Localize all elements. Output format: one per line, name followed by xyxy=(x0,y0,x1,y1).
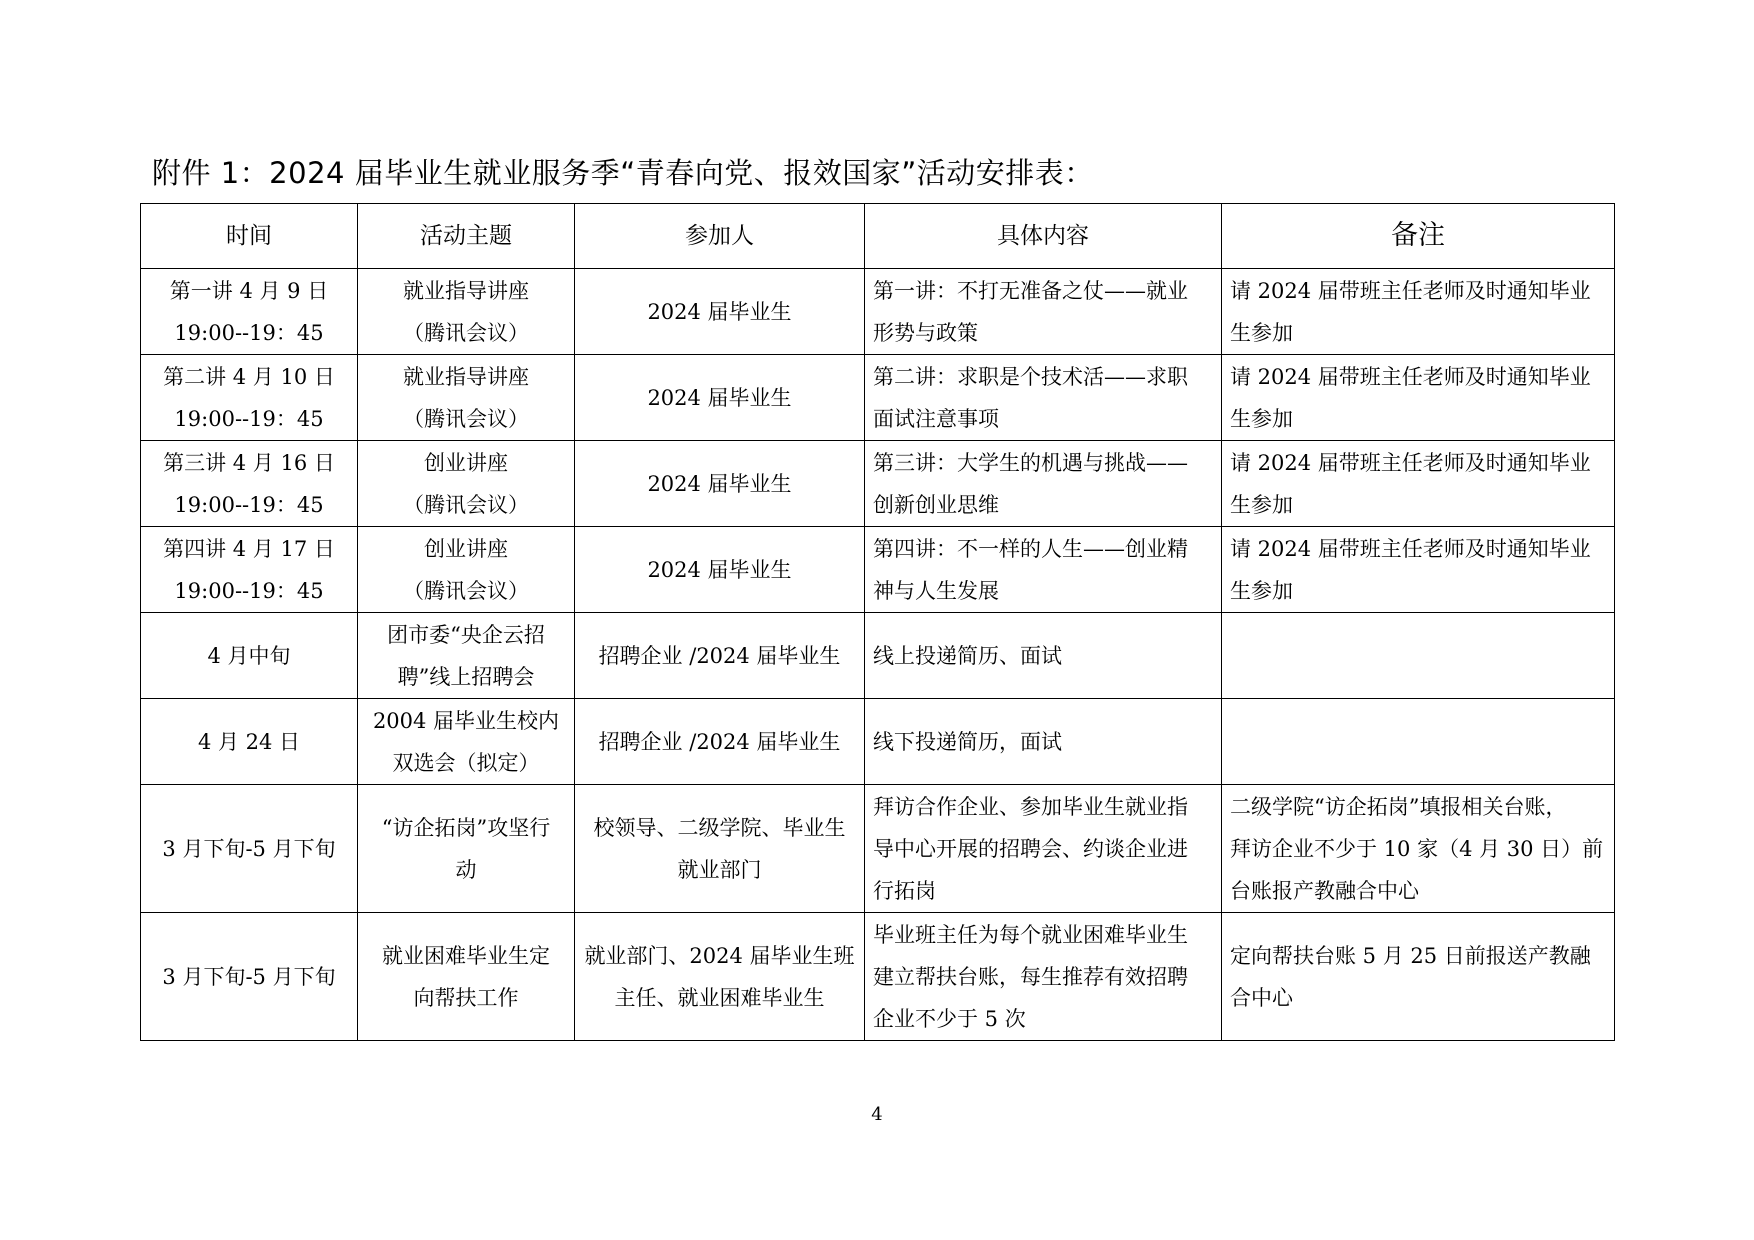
cell-time xyxy=(141,355,358,441)
cell-line: 生参加 xyxy=(1230,406,1293,431)
table-row xyxy=(141,613,1615,699)
cell-content xyxy=(865,355,1222,441)
table-row xyxy=(141,699,1615,785)
cell-topic xyxy=(358,699,575,785)
cell-line: 生参加 xyxy=(1230,320,1293,345)
cell-content xyxy=(865,527,1222,613)
table-row xyxy=(141,913,1615,1041)
cell-line: 创业讲座 xyxy=(424,450,508,475)
cell-topic xyxy=(358,441,575,527)
table-row xyxy=(141,527,1615,613)
cell-line: 第三讲 4 月 16 日 xyxy=(163,450,335,475)
cell-line: 4 月中旬 xyxy=(207,643,291,668)
cell-participants xyxy=(575,269,865,355)
cell-remark xyxy=(1222,613,1615,699)
cell-line: 主任、就业困难毕业生 xyxy=(614,985,825,1010)
cell-line: 就业指导讲座 xyxy=(403,364,529,389)
cell-remark xyxy=(1222,527,1615,613)
cell-line: 2024 届毕业生 xyxy=(647,299,792,324)
cell-line: 第一讲：不打无准备之仗——就业 xyxy=(873,278,1188,303)
cell-line: 第三讲：大学生的机遇与挑战—— xyxy=(873,450,1188,475)
cell-line: 第二讲 4 月 10 日 xyxy=(163,364,335,389)
table-header-row xyxy=(141,204,1615,269)
cell-line: 台账报产教融合中心 xyxy=(1230,878,1419,903)
cell-line: 2024 届毕业生 xyxy=(647,557,792,582)
table-row xyxy=(141,355,1615,441)
cell-time xyxy=(141,913,358,1041)
cell-remark xyxy=(1222,441,1615,527)
cell-participants xyxy=(575,441,865,527)
cell-line: 创业讲座 xyxy=(424,536,508,561)
cell-line: 校领导、二级学院、毕业生 xyxy=(593,815,846,840)
cell-line: 建立帮扶台账，每生推荐有效招聘 xyxy=(873,964,1188,989)
cell-line: 4 月 24 日 xyxy=(197,729,301,754)
cell-line: 神与人生发展 xyxy=(873,578,999,603)
cell-line: 面试注意事项 xyxy=(873,406,999,431)
cell-line: 线下投递简历，面试 xyxy=(873,729,1062,754)
cell-line: （腾讯会议） xyxy=(403,492,529,517)
cell-line: 请 2024 届带班主任老师及时通知毕业 xyxy=(1230,536,1591,561)
cell-line: 19:00--19：45 xyxy=(174,406,324,431)
cell-line: 2024 届毕业生 xyxy=(647,385,792,410)
cell-line: 请 2024 届带班主任老师及时通知毕业 xyxy=(1230,278,1591,303)
cell-remark xyxy=(1222,355,1615,441)
activity-schedule-table xyxy=(140,203,1615,1041)
cell-line: 团市委“央企云招 xyxy=(387,622,545,647)
cell-line: 第四讲 4 月 17 日 xyxy=(163,536,335,561)
cell-line: 19:00--19：45 xyxy=(174,320,324,345)
cell-line: 2024 届毕业生 xyxy=(647,471,792,496)
cell-content xyxy=(865,785,1222,913)
cell-line: 就业困难毕业生定 xyxy=(382,943,550,968)
cell-time xyxy=(141,699,358,785)
cell-line: 就业部门、2024 届毕业生班 xyxy=(584,943,855,968)
cell-line: 线上投递简历、面试 xyxy=(873,643,1062,668)
cell-participants xyxy=(575,785,865,913)
cell-content xyxy=(865,913,1222,1041)
cell-line: 生参加 xyxy=(1230,492,1293,517)
cell-line: 形势与政策 xyxy=(873,320,978,345)
cell-line: “访企拓岗”攻坚行 xyxy=(381,815,551,840)
cell-line: 招聘企业 /2024 届毕业生 xyxy=(598,643,841,668)
cell-line: 招聘企业 /2024 届毕业生 xyxy=(598,729,841,754)
cell-line: 19:00--19：45 xyxy=(174,578,324,603)
header-remark: 备注 xyxy=(1222,204,1615,269)
cell-line: 向帮扶工作 xyxy=(413,985,519,1010)
cell-line: 毕业班主任为每个就业困难毕业生 xyxy=(873,922,1188,947)
cell-line: 第一讲 4 月 9 日 xyxy=(169,278,329,303)
cell-content xyxy=(865,613,1222,699)
cell-remark xyxy=(1222,699,1615,785)
cell-time xyxy=(141,613,358,699)
cell-content xyxy=(865,269,1222,355)
cell-line: 就业指导讲座 xyxy=(403,278,529,303)
cell-topic xyxy=(358,269,575,355)
cell-line: 创新创业思维 xyxy=(873,492,999,517)
table-row xyxy=(141,269,1615,355)
header-time: 时间 xyxy=(141,204,358,269)
cell-participants xyxy=(575,699,865,785)
cell-topic xyxy=(358,613,575,699)
cell-line: 3 月下旬-5 月下旬 xyxy=(162,964,336,989)
cell-line: 行拓岗 xyxy=(873,878,936,903)
cell-line: 二级学院“访企拓岗”填报相关台账， xyxy=(1230,794,1567,819)
cell-participants xyxy=(575,613,865,699)
cell-participants xyxy=(575,355,865,441)
cell-topic xyxy=(358,527,575,613)
table-row xyxy=(141,441,1615,527)
header-content: 具体内容 xyxy=(865,204,1222,269)
cell-topic xyxy=(358,913,575,1041)
cell-line: 19:00--19：45 xyxy=(174,492,324,517)
cell-line: 第二讲：求职是个技术活——求职 xyxy=(873,364,1188,389)
cell-line: 请 2024 届带班主任老师及时通知毕业 xyxy=(1230,450,1591,475)
cell-remark xyxy=(1222,913,1615,1041)
cell-line: 聘”线上招聘会 xyxy=(397,664,535,689)
page-number: 4 xyxy=(871,1104,883,1125)
cell-line: 导中心开展的招聘会、约谈企业进 xyxy=(873,836,1188,861)
cell-line: （腾讯会议） xyxy=(403,320,529,345)
cell-participants xyxy=(575,527,865,613)
cell-line: 第四讲：不一样的人生——创业精 xyxy=(873,536,1188,561)
cell-line: 定向帮扶台账 5 月 25 日前报送产教融 xyxy=(1230,943,1591,968)
cell-line: 拜访合作企业、参加毕业生就业指 xyxy=(873,794,1188,819)
cell-topic xyxy=(358,785,575,913)
page-title: 附件 1：2024 届毕业生就业服务季“青春向党、报效国家”活动安排表： xyxy=(152,156,1094,190)
cell-line: （腾讯会议） xyxy=(403,578,529,603)
cell-line: 2004 届毕业生校内 xyxy=(372,708,560,733)
cell-line: （腾讯会议） xyxy=(403,406,529,431)
cell-time xyxy=(141,441,358,527)
cell-time xyxy=(141,785,358,913)
cell-line: 拜访企业不少于 10 家（4 月 30 日）前 xyxy=(1230,836,1604,861)
cell-remark xyxy=(1222,269,1615,355)
cell-line: 合中心 xyxy=(1230,985,1293,1010)
table-row xyxy=(141,785,1615,913)
cell-content xyxy=(865,699,1222,785)
cell-line: 就业部门 xyxy=(677,857,762,882)
cell-line: 双选会（拟定） xyxy=(392,750,540,775)
cell-line: 动 xyxy=(455,857,477,882)
cell-line: 生参加 xyxy=(1230,578,1293,603)
cell-line: 3 月下旬-5 月下旬 xyxy=(162,836,336,861)
cell-remark xyxy=(1222,785,1615,913)
cell-content xyxy=(865,441,1222,527)
cell-participants xyxy=(575,913,865,1041)
header-participants: 参加人 xyxy=(575,204,865,269)
cell-line: 企业不少于 5 次 xyxy=(873,1006,1026,1031)
cell-topic xyxy=(358,355,575,441)
cell-time xyxy=(141,269,358,355)
cell-time xyxy=(141,527,358,613)
header-topic: 活动主题 xyxy=(358,204,575,269)
cell-line: 请 2024 届带班主任老师及时通知毕业 xyxy=(1230,364,1591,389)
